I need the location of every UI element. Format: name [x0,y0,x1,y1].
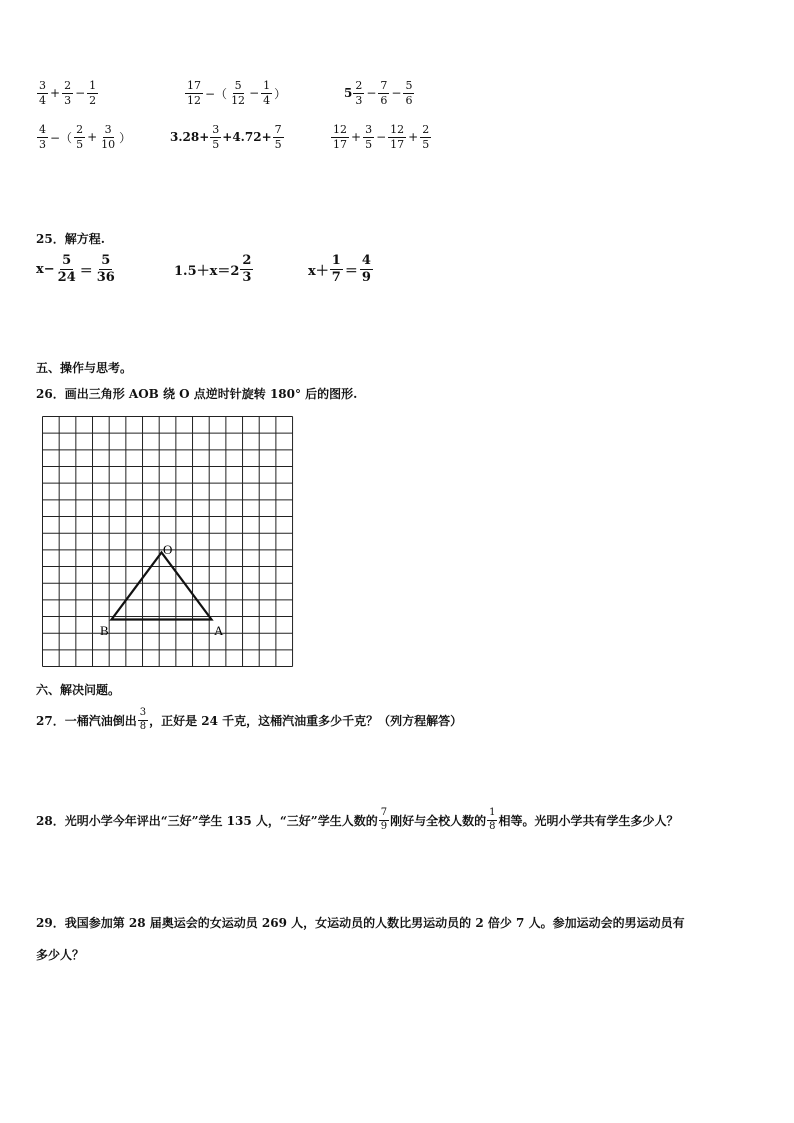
denominator: 10 [101,137,116,151]
label-o: O [163,542,173,557]
numerator: 7 [274,123,282,136]
equation-3 [308,254,374,284]
denominator: 2 [89,93,97,107]
equation-1 [36,254,118,284]
denominator: 4 [263,93,271,107]
denominator: 5 [365,137,373,151]
numerator: 3 [212,123,220,136]
q25-title: 25．解方程. [36,232,105,246]
grid-figure [42,416,296,670]
q29-line-2: 多少人？ [36,948,85,962]
calc-expr-r2c2 [170,124,285,150]
operator: +4.72+ [222,130,272,145]
denominator: 3 [64,93,72,107]
numerator: 17 [187,79,201,92]
denominator: 5 [274,137,282,151]
denominator: 6 [405,93,413,107]
operator: + [87,130,98,145]
denominator: 17 [333,137,347,151]
denominator: 5 [76,137,84,151]
denominator: 6 [380,93,388,107]
numerator: 3 [365,123,373,136]
denominator: 3 [242,269,252,285]
numerator: 2 [64,79,72,92]
denominator: 24 [57,269,76,285]
q28-text [36,808,679,832]
paren-close: ） [119,130,132,145]
denominator: 3 [39,137,46,151]
denominator: 4 [39,93,46,107]
denominator: 3 [355,93,363,107]
label-a: A [214,623,224,638]
numerator: 1 [487,808,497,821]
operator: − [391,86,402,101]
calc-expr-r1c1 [36,80,99,106]
calc-expr-r2c3 [330,124,432,150]
operator: − [75,86,86,101]
numerator: 2 [76,123,84,136]
numerator: 5 [62,253,72,268]
denominator: 12 [187,93,201,107]
numerator: 1 [89,79,97,92]
denominator: 5 [212,137,220,151]
numerator: 5 [234,79,242,92]
denominator: 8 [139,720,147,732]
denominator: 12 [231,93,246,107]
numerator: 2 [422,123,430,136]
calc-expr-r1c2 [184,80,287,106]
lead-term: x＋ [308,263,329,279]
operator: −（ [50,130,73,145]
q27-pre: 27．一桶汽油倒出 [36,713,137,728]
label-b: B [100,623,109,638]
numerator: 4 [39,123,46,136]
lead-term: 3.28+ [170,130,210,145]
operator: + [351,130,362,145]
q28-mid: 刚好与全校人数的 [390,813,487,828]
operator: − [366,86,377,101]
whole-number: 5 [344,86,353,101]
section-six-heading: 六、解决问题。 [36,683,121,697]
numerator: 2 [355,79,363,92]
denominator: 36 [96,269,115,285]
equals: ＝ [79,263,93,279]
q28-pre: 28．光明小学今年评出“三好”学生 135 人，“三好”学生人数的 [36,813,378,828]
denominator: 8 [489,820,496,832]
lead-term: 1.5＋x＝2 [174,263,240,279]
operator: −（ [205,86,228,101]
q26-text: 26．画出三角形 AOB 绕 O 点逆时针旋转 180° 后的图形. [36,387,358,401]
numerator: 7 [380,79,388,92]
numerator: 3 [39,79,46,92]
numerator: 3 [138,708,148,721]
section-five-heading: 五、操作与思考。 [36,361,133,375]
calc-expr-r2c1 [36,124,132,150]
operator: − [249,86,260,101]
operator: + [50,86,61,101]
paren-close: ） [274,86,287,101]
numerator: 3 [104,123,112,136]
lead-term: x− [36,261,55,277]
q29-line-1: 29．我国参加第 28 届奥运会的女运动员 269 人，女运动员的人数比男运动员的 2 倍少 7 人。参加运动会的男运动员有 [36,916,685,930]
numerator: 12 [333,123,347,136]
denominator: 9 [361,269,371,285]
denominator: 5 [422,137,430,151]
operator: − [376,130,387,145]
calc-expr-r1c3 [344,80,415,106]
numerator: 1 [263,79,271,92]
operator: + [408,130,419,145]
denominator: 17 [390,137,405,151]
denominator: 7 [331,269,341,285]
equals: ＝ [344,263,358,279]
numerator: 1 [331,253,341,268]
numerator: 5 [405,79,413,92]
numerator: 12 [390,123,405,136]
triangle-aob [112,553,212,620]
numerator: 7 [379,808,389,821]
numerator: 4 [361,253,371,268]
denominator: 9 [380,820,388,832]
q28-post: 相等。光明小学共有学生多少人？ [498,813,679,828]
equation-2 [174,254,254,284]
q27-post: ，正好是 24 千克，这桶汽油重多少千克？（列方程解答） [149,713,463,728]
numerator: 2 [242,253,252,268]
q27-text [36,708,462,732]
numerator: 5 [101,253,111,268]
